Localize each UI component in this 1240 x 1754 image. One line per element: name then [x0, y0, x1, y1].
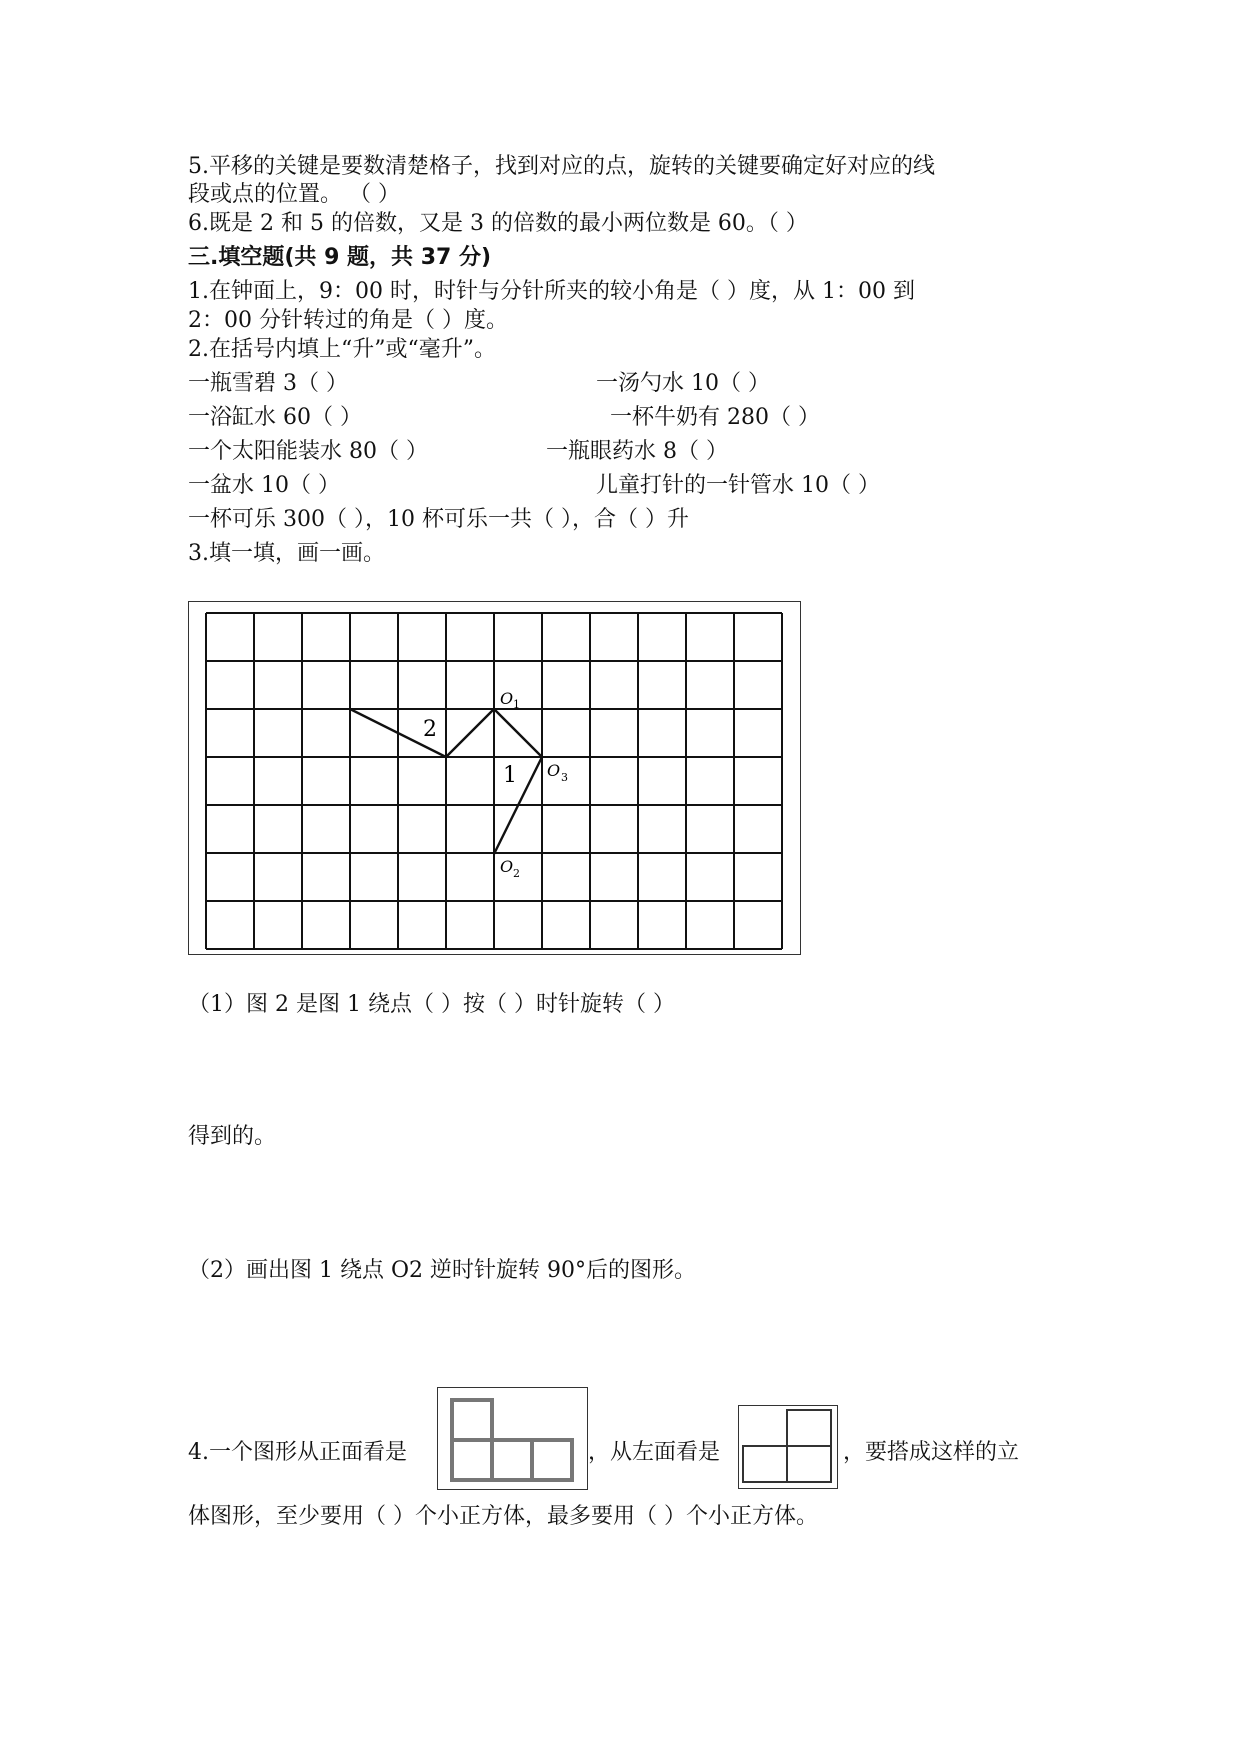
q2-item: 一盆水 10（ ） [188, 473, 340, 498]
judge-q6: 6.既是 2 和 5 的倍数，又是 3 的倍数的最小两位数是 60。（ ） [188, 211, 808, 236]
figure-2-outline [350, 709, 494, 757]
q2-item: 一个太阳能装水 80（ ） [188, 439, 428, 464]
fill-q1-line1: 1.在钟面上，9：00 时，时针与分针所夹的较小角是（ ）度，从 1：00 到 [188, 279, 915, 304]
q2-item: 一浴缸水 60（ ） [188, 405, 362, 430]
point-o1-letter: O [500, 689, 514, 708]
point-o2-subscript: 2 [513, 867, 520, 880]
point-o2-letter: O [500, 857, 514, 876]
figure-2-number: 2 [423, 717, 437, 742]
left-view-figure [739, 1406, 836, 1487]
figure-1-number: 1 [503, 763, 517, 788]
front-view-figure [438, 1388, 586, 1488]
left-view-box [738, 1405, 838, 1489]
q3-sub2: （2）画出图 1 绕点 O2 逆时针旋转 90°后的图形。 [188, 1258, 696, 1283]
grid-lines [206, 613, 782, 949]
q2-item: 儿童打针的一针管水 10（ ） [596, 473, 880, 498]
fill-q3-title: 3.填一填，画一画。 [188, 541, 385, 566]
point-o3-subscript: 3 [561, 771, 568, 784]
fill-q2-title: 2.在括号内填上“升”或“毫升”。 [188, 337, 496, 362]
q4-text-part3: ，要搭成这样的立 [843, 1440, 1020, 1465]
q2-item: 一杯牛奶有 280（ ） [610, 405, 820, 430]
figure-1-outline [494, 709, 542, 854]
q2-item: 一瓶眼药水 8（ ） [546, 439, 728, 464]
q4-text-part2: ，从左面看是 [588, 1440, 721, 1465]
front-view-box [437, 1387, 588, 1490]
q4-line2: 体图形，至少要用（ ）个小正方体，最多要用（ ）个小正方体。 [188, 1504, 818, 1529]
q2-last-line: 一杯可乐 300（ ），10 杯可乐一共（ ），合（ ）升 [188, 507, 689, 532]
q3-sub1-end: 得到的。 [188, 1124, 277, 1149]
q2-item: 一汤勺水 10（ ） [596, 371, 770, 396]
rotation-figure-frame [188, 601, 801, 955]
judge-q5-line2: 段或点的位置。 （ ） [188, 182, 400, 207]
q2-item: 一瓶雪碧 3（ ） [188, 371, 348, 396]
point-o3-letter: O [547, 761, 561, 780]
point-o1-subscript: 1 [513, 698, 520, 711]
rotation-grid-figure [189, 602, 799, 953]
section-heading: 三.填空题(共 9 题，共 37 分) [188, 245, 492, 270]
q4-text-part1: 4.一个图形从正面看是 [188, 1440, 407, 1465]
judge-q5-line1: 5.平移的关键是要数清楚格子，找到对应的点，旋转的关键要确定好对应的线 [188, 154, 935, 179]
q3-sub1: （1）图 2 是图 1 绕点（ ）按（ ）时针旋转（ ） [188, 992, 675, 1017]
fill-q1-line2: 2：00 分针转过的角是（ ）度。 [188, 308, 508, 333]
